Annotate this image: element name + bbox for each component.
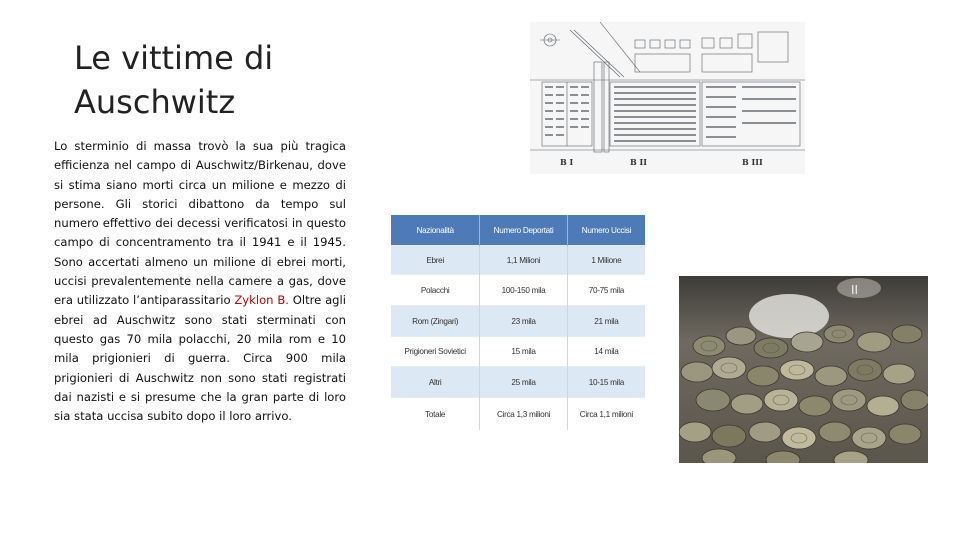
camp-map-image bbox=[530, 22, 805, 174]
table-cell: 25 mila bbox=[480, 367, 567, 398]
body-text-end: Oltre agli ebrei ad Auschwitz sono stati sterminati con questo gas 70 mila polacchi, 20 mila rom e 10 mila prigionieri di guerra. Circa 900 mila prigionieri di Auschwitz non sono stati registrati dai nazisti e si presume che la gran parte di loro sia stata uccisa subito dopo il loro arrivo. bbox=[54, 293, 346, 424]
table-cell: 14 mila bbox=[567, 337, 645, 367]
table-cell: 1 Milione bbox=[567, 246, 645, 275]
header-nationality: Nazionalità bbox=[391, 215, 480, 246]
table-cell: Circa 1,3 milioni bbox=[480, 398, 567, 431]
table-cell: 21 mila bbox=[567, 306, 645, 337]
table-cell: Polacchi bbox=[391, 275, 480, 306]
table-row bbox=[391, 337, 645, 367]
table-cell: 70-75 mila bbox=[567, 275, 645, 306]
table-row bbox=[391, 246, 645, 275]
map-label-b3: B III bbox=[742, 157, 763, 167]
table-cell: Altri bbox=[391, 367, 480, 398]
map-label-b2: B II bbox=[630, 157, 648, 167]
slide-title bbox=[74, 36, 374, 124]
table-cell: 1,1 Milioni bbox=[480, 246, 567, 275]
table-row bbox=[391, 306, 645, 337]
victims-table bbox=[391, 215, 645, 430]
table-cell: 100-150 mila bbox=[480, 275, 567, 306]
table-cell: 23 mila bbox=[480, 306, 567, 337]
table-cell: Circa 1,1 milioni bbox=[567, 398, 645, 431]
table-row bbox=[391, 398, 645, 431]
zyklon-b-highlight: Zyklon B. bbox=[234, 293, 289, 308]
zyklon-b-canisters-photo bbox=[679, 276, 928, 463]
body-text-start: Lo sterminio di massa trovò la sua più tragica efficienza nel campo di Auschwitz/Birkenau, dove si stima siano morti circa un milione e mezzo di persone. Gli storici dibattono da tempo sul numero effettivo dei decessi verificatosi in questo campo di concentramento tra il 1941 e il 1945. Sono accertati almeno un milione di ebrei morti, uccisi prevalentemente nella camere a gas, dove era utilizzato l’antiparassitario bbox=[54, 139, 346, 308]
camp-map-drawing bbox=[530, 22, 805, 174]
table-row bbox=[391, 367, 645, 398]
header-killed: Numero Uccisi bbox=[567, 215, 645, 246]
table-cell: Rom (Zingari) bbox=[391, 306, 480, 337]
header-deported: Numero Deportati bbox=[480, 215, 567, 246]
canisters-photo-drawing bbox=[679, 276, 928, 463]
table-cell: Totale bbox=[391, 398, 480, 431]
table-cell: Ebrei bbox=[391, 246, 480, 275]
map-label-b1: B I bbox=[560, 157, 574, 167]
table-cell: 10-15 mila bbox=[567, 367, 645, 398]
title-line-1: Le vittime di bbox=[74, 39, 274, 77]
table-cell: 15 mila bbox=[480, 337, 567, 367]
body-paragraph bbox=[54, 137, 346, 426]
title-line-2: Auschwitz bbox=[74, 83, 236, 121]
photo-corner-label: II bbox=[851, 283, 859, 297]
table-header-row bbox=[391, 215, 645, 246]
table-row bbox=[391, 275, 645, 306]
table-cell: Prigioneri Sovietici bbox=[391, 337, 480, 367]
